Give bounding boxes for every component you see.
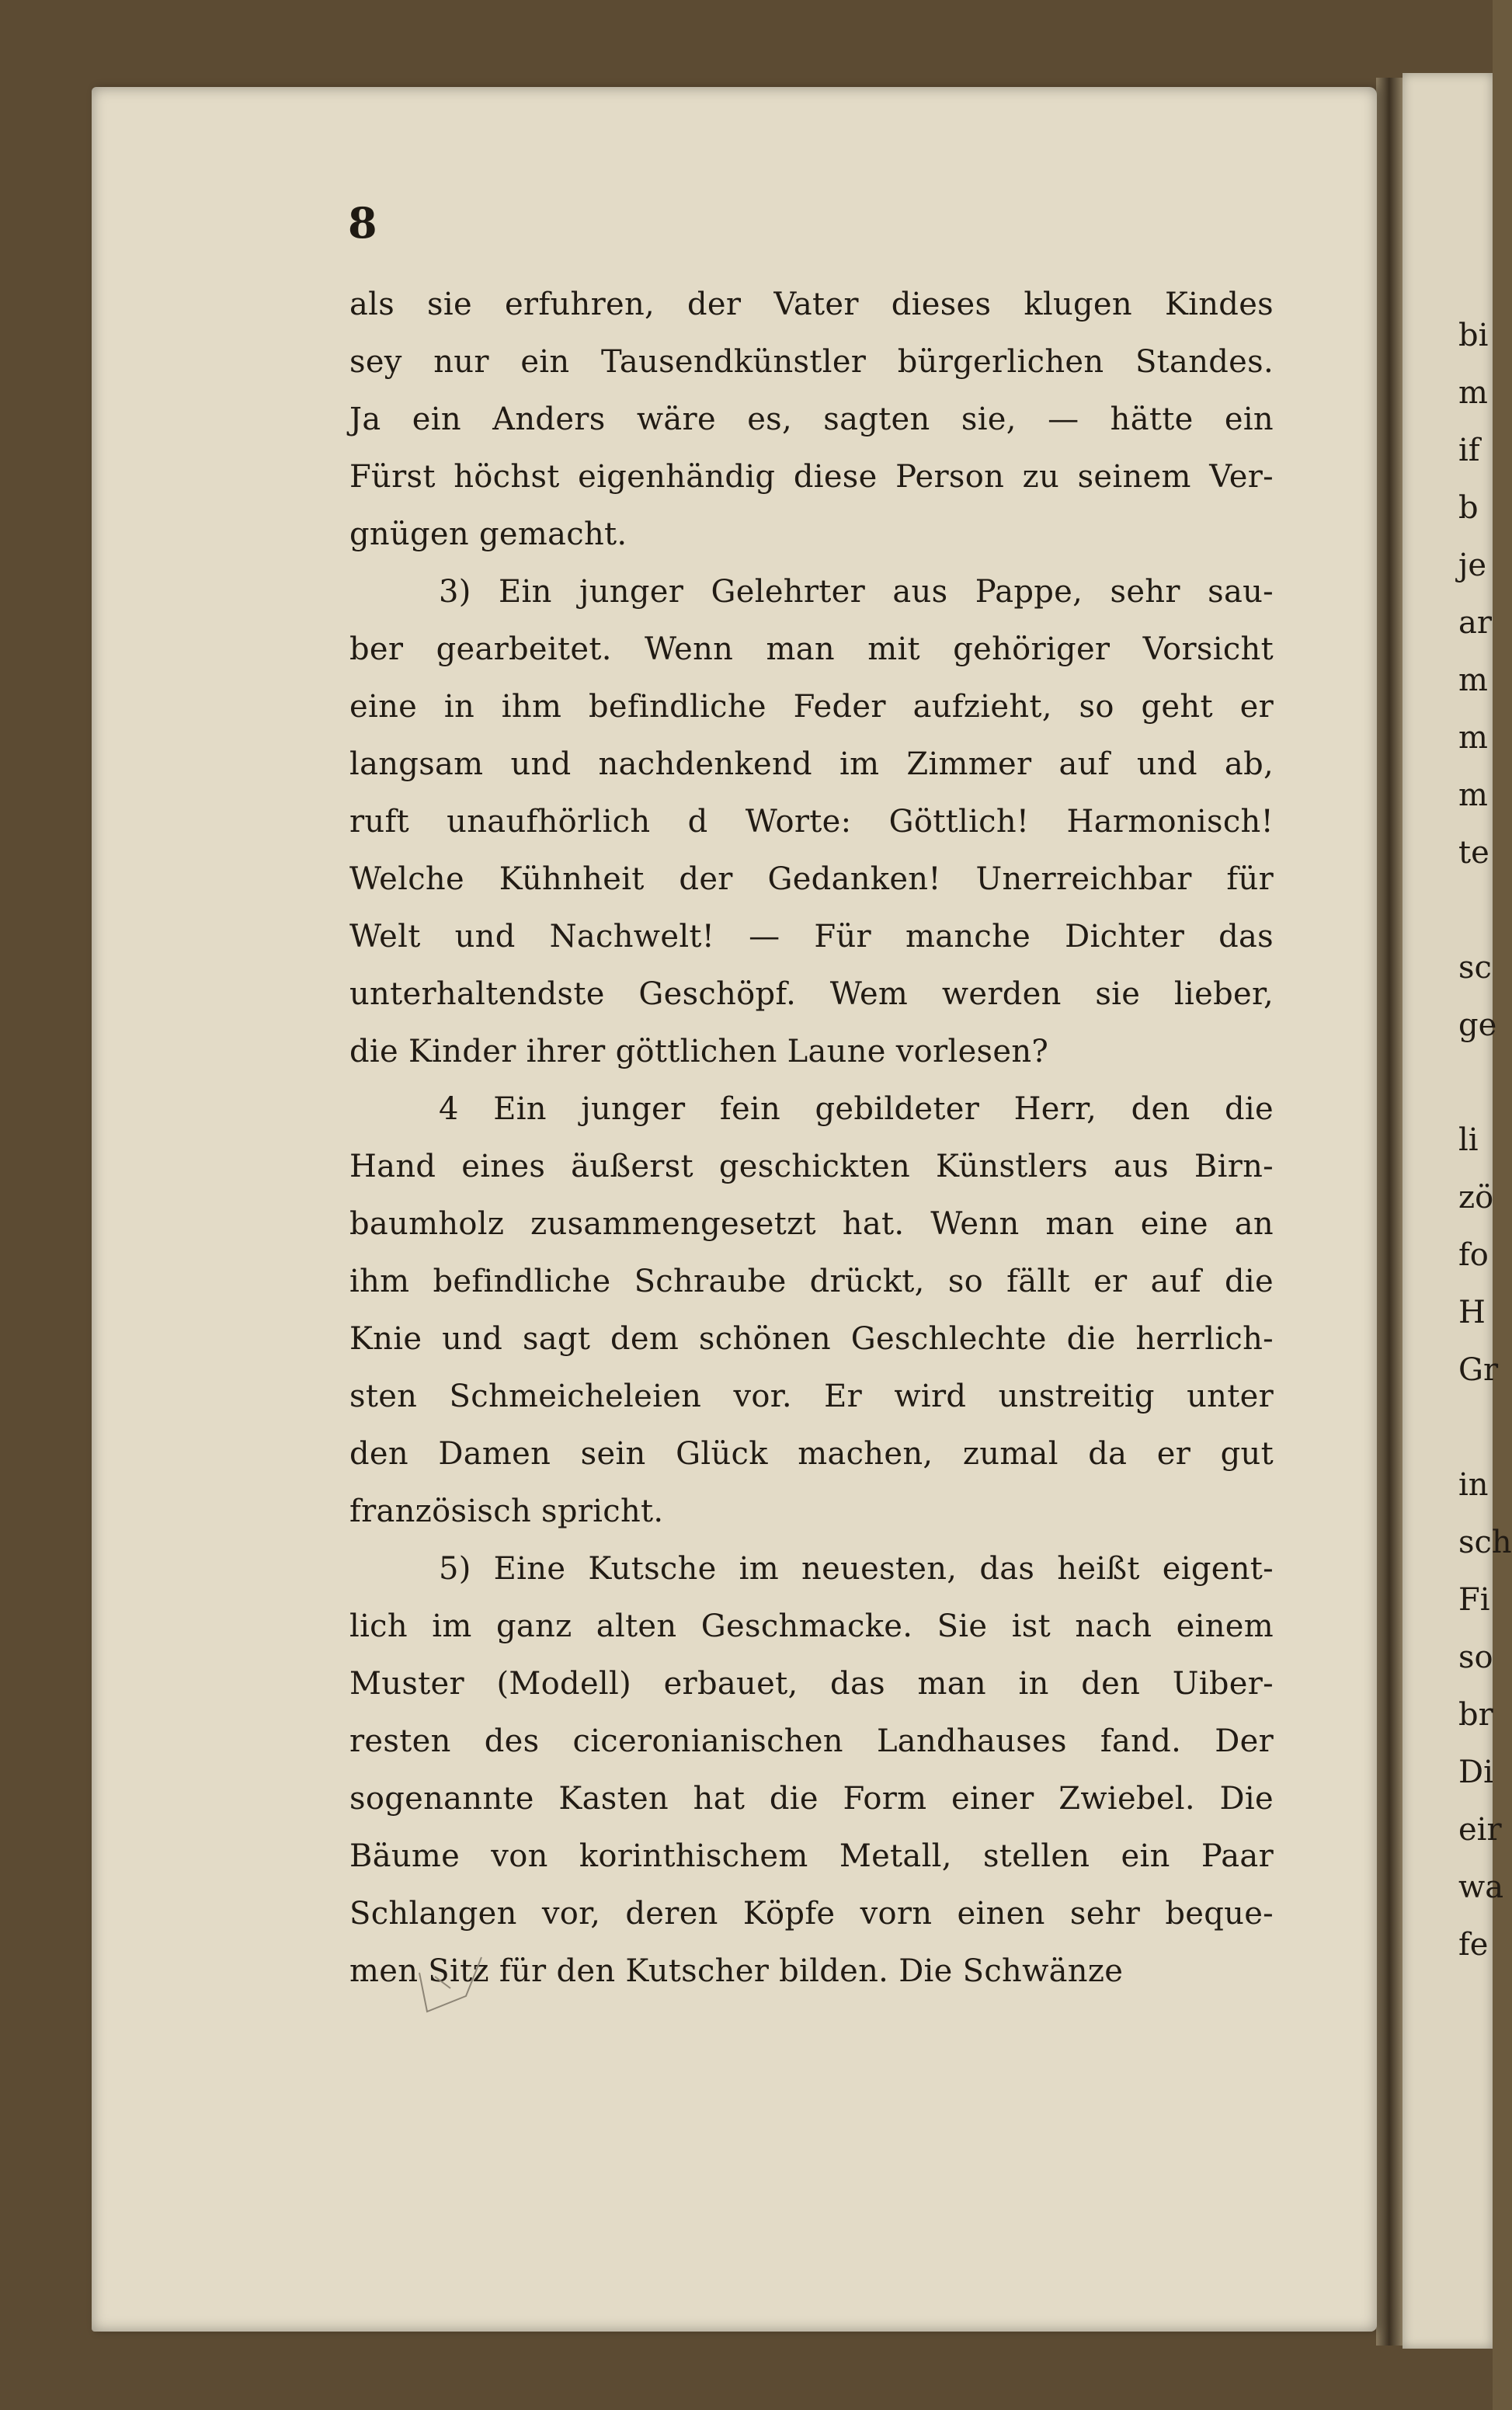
facing-page-fragment	[1458, 1399, 1493, 1456]
facing-page-fragment: so	[1458, 1640, 1493, 1675]
text-line: die Kinder ihrer göttlichen Laune vorlesen?	[349, 1034, 1049, 1069]
page-text	[349, 276, 1274, 2000]
text-line: 3) Ein junger Gelehrter aus Pappe, sehr sau-	[439, 574, 1274, 610]
text-line: langsam und nachdenkend im Zimmer auf und ab,	[349, 746, 1274, 782]
text-line: Bäume von korinthischem Metall, stellen ein Paar	[349, 1838, 1274, 1874]
facing-page-fragment	[1458, 882, 1493, 939]
text-line: ber gearbeitet. Wenn man mit gehöriger Vorsicht	[349, 631, 1274, 667]
text-line: den Damen sein Glück machen, zumal da er gut	[349, 1436, 1274, 1472]
text-line: baumholz zusammengesetzt hat. Wenn man eine an	[349, 1206, 1274, 1242]
facing-page-fragment: Fi	[1458, 1582, 1490, 1618]
facing-page-fragment: ar	[1458, 605, 1492, 641]
facing-page-fragment: m	[1458, 375, 1488, 411]
text-line: französisch spricht.	[349, 1494, 664, 1529]
text-line: sey nur ein Tausendkünstler bürgerlichen Standes.	[349, 344, 1274, 380]
facing-page-fragment: br	[1458, 1697, 1493, 1733]
text-line: als sie erfuhren, der Vater dieses klugen Kindes	[349, 287, 1274, 322]
text-line: eine in ihm befindliche Feder aufzieht, so geht er	[349, 689, 1274, 725]
text-line: gnügen gemacht.	[349, 516, 627, 552]
facing-page-fragment: H	[1458, 1295, 1486, 1330]
text-line: sogenannte Kasten hat die Form einer Zwiebel. Die	[349, 1781, 1274, 1817]
facing-page-fragment: bi	[1458, 318, 1489, 353]
facing-page-fragment: ge	[1458, 1007, 1497, 1043]
facing-page-fragment: je	[1458, 548, 1487, 583]
text-line: Welche Kühnheit der Gedanken! Unerreichbar für	[349, 861, 1274, 897]
book-gutter	[1376, 78, 1403, 2346]
facing-page-text-fragments	[1458, 307, 1512, 1974]
facing-page-fragment: zö	[1458, 1180, 1494, 1215]
text-line: 4 Ein junger fein gebildeter Herr, den die	[439, 1091, 1274, 1127]
text-line: resten des ciceronianischen Landhauses fand. Der	[349, 1723, 1274, 1759]
facing-page-fragment: sch	[1458, 1525, 1512, 1560]
facing-page-fragment: eir	[1458, 1812, 1502, 1848]
facing-page-fragment: fe	[1458, 1927, 1489, 1963]
facing-page-fragment: fo	[1458, 1237, 1489, 1273]
text-line: Muster (Modell) erbauet, das man in den Uiber-	[349, 1666, 1274, 1702]
facing-page-fragment: m	[1458, 720, 1488, 756]
facing-page-fragment: te	[1458, 835, 1489, 871]
text-line: ihm befindliche Schraube drückt, so fällt er auf die	[349, 1264, 1274, 1299]
facing-page-fragment: wa	[1458, 1869, 1504, 1905]
facing-page-fragment: Di	[1458, 1754, 1493, 1790]
facing-page-fragment: m	[1458, 662, 1488, 698]
pencil-scribble-mark	[404, 1942, 489, 2027]
facing-page-fragment: in	[1458, 1467, 1489, 1503]
text-line: sten Schmeicheleien vor. Er wird unstreitig unter	[349, 1379, 1274, 1414]
text-line: men Sitz für den Kutscher bilden. Die Schwänze	[349, 1953, 1124, 1989]
facing-page-fragment: m	[1458, 777, 1488, 813]
text-line: lich im ganz alten Geschmacke. Sie ist nach einem	[349, 1608, 1274, 1644]
text-line: ruft unaufhörlich d Worte: Göttlich! Harmonisch!	[349, 804, 1274, 840]
text-line: Hand eines äußerst geschickten Künstlers aus Birn-	[349, 1149, 1274, 1184]
facing-page-fragment	[1458, 1054, 1493, 1111]
facing-page-fragment: li	[1458, 1122, 1479, 1158]
text-line: 5) Eine Kutsche im neuesten, das heißt eigent-	[439, 1551, 1274, 1587]
text-line: unterhaltendste Geschöpf. Wem werden sie lieber,	[349, 976, 1274, 1012]
text-line: Knie und sagt dem schönen Geschlechte die herrlich-	[349, 1321, 1274, 1357]
facing-page-fragment: sc	[1458, 950, 1492, 986]
text-line: Schlangen vor, deren Köpfe vorn einen sehr beque-	[349, 1896, 1274, 1932]
page-number: 8	[348, 198, 377, 248]
facing-page-fragment: Gr	[1458, 1352, 1499, 1388]
facing-page-fragment: b	[1458, 490, 1479, 526]
text-line: Fürst höchst eigenhändig diese Person zu seinem Ver-	[349, 459, 1274, 495]
text-line: Welt und Nachwelt! — Für manche Dichter das	[349, 919, 1274, 955]
text-line: Ja ein Anders wäre es, sagten sie, — hätte ein	[349, 402, 1274, 437]
facing-page-fragment: if	[1458, 433, 1480, 468]
